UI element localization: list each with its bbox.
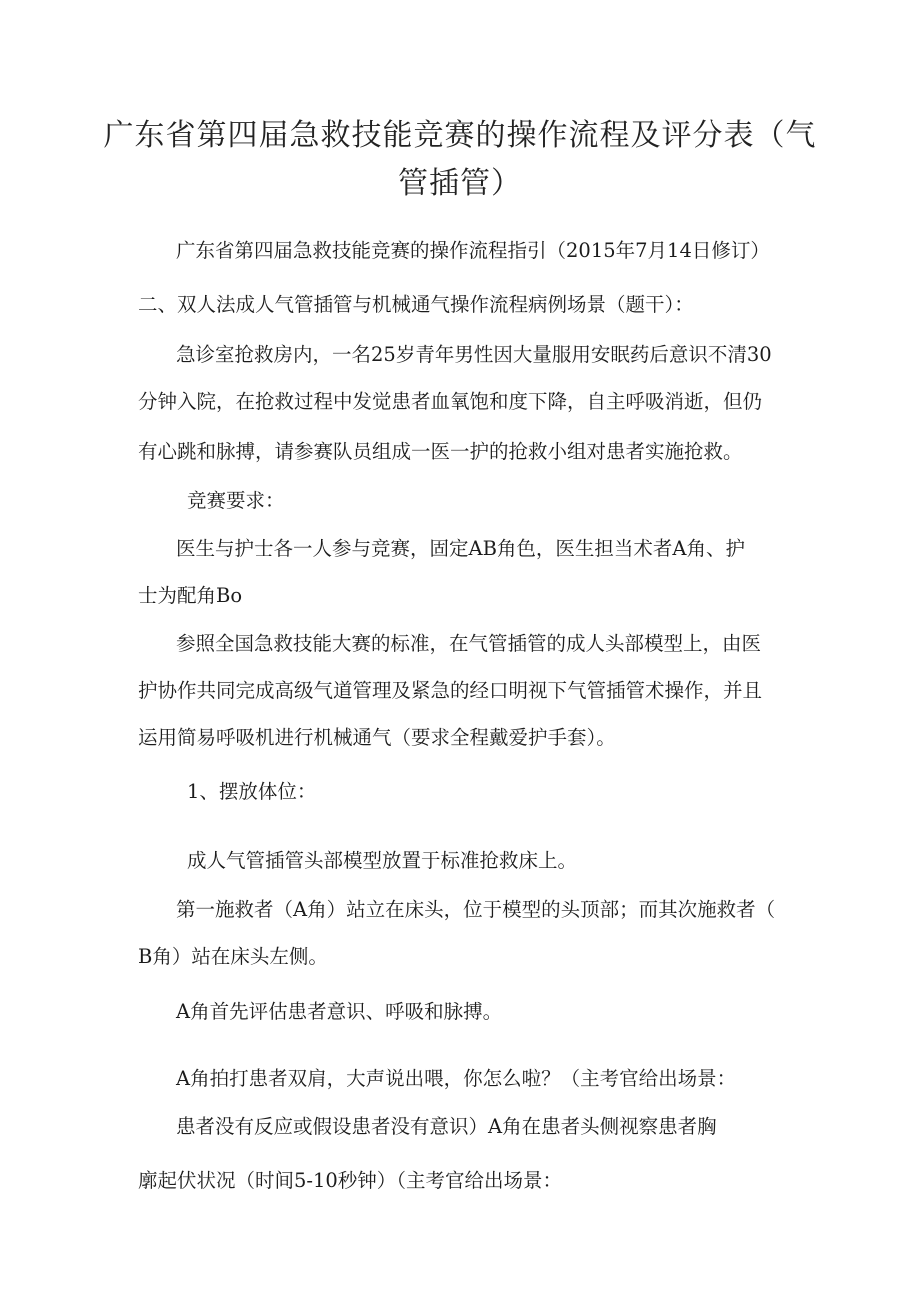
paragraph-line: 运用简易呼吸机进行机械通气（要求全程戴爱护手套）。 bbox=[138, 726, 616, 749]
subheading-requirements: 竞赛要求： bbox=[187, 489, 285, 512]
section-heading: 二、双人法成人气管插管与机械通气操作流程病例场景（题干）： bbox=[138, 293, 694, 316]
paragraph-line: 医生与护士各一人参与竞赛，固定AB角色，医生担当术者A角、护 bbox=[176, 537, 745, 560]
paragraph-line: A角拍打患者双肩，大声说出喂，你怎么啦？（主考官给出场景： bbox=[176, 1067, 737, 1090]
document-title-line-2: 管插管） bbox=[398, 166, 522, 201]
paragraph-line: 士为配角Bo bbox=[138, 584, 243, 607]
paragraph-line: B角）站在床头左侧。 bbox=[138, 945, 328, 968]
document-title-line-1: 广东省第四届急救技能竞赛的操作流程及评分表（气 bbox=[103, 118, 817, 153]
paragraph-line: 廓起伏状况（时间5-10秒钟）（主考官给出场景： bbox=[138, 1169, 563, 1192]
paragraph-line: 急诊室抢救房内，一名25岁青年男性因大量服用安眠药后意识不清30 bbox=[176, 343, 772, 366]
paragraph-line: 分钟入院，在抢救过程中发觉患者血氧饱和度下降，自主呼吸消逝，但仍 bbox=[138, 390, 763, 413]
paragraph-line: 有心跳和脉搏，请参赛队员组成一医一护的抢救小组对患者实施抢救。 bbox=[138, 440, 743, 463]
paragraph-line: 广东省第四届急救技能竞赛的操作流程指引（2015年7月14日修订） bbox=[176, 239, 770, 262]
paragraph-line: 参照全国急救技能大赛的标准，在气管插管的成人头部模型上，由医 bbox=[176, 632, 762, 655]
step-heading: 1、摆放体位： bbox=[187, 780, 317, 803]
paragraph-line: 患者没有反应或假设患者没有意识）A角在患者头侧视察患者胸 bbox=[176, 1115, 717, 1138]
paragraph-line: 护协作共同完成高级气道管理及紧急的经口明视下气管插管术操作，并且 bbox=[138, 679, 763, 702]
paragraph-line: 第一施救者（A角）站立在床头，位于模型的头顶部；而其次施救者（ bbox=[176, 898, 776, 921]
paragraph-line: 成人气管插管头部模型放置于标准抢救床上。 bbox=[187, 849, 578, 872]
paragraph-line: A角首先评估患者意识、呼吸和脉搏。 bbox=[176, 1000, 503, 1023]
